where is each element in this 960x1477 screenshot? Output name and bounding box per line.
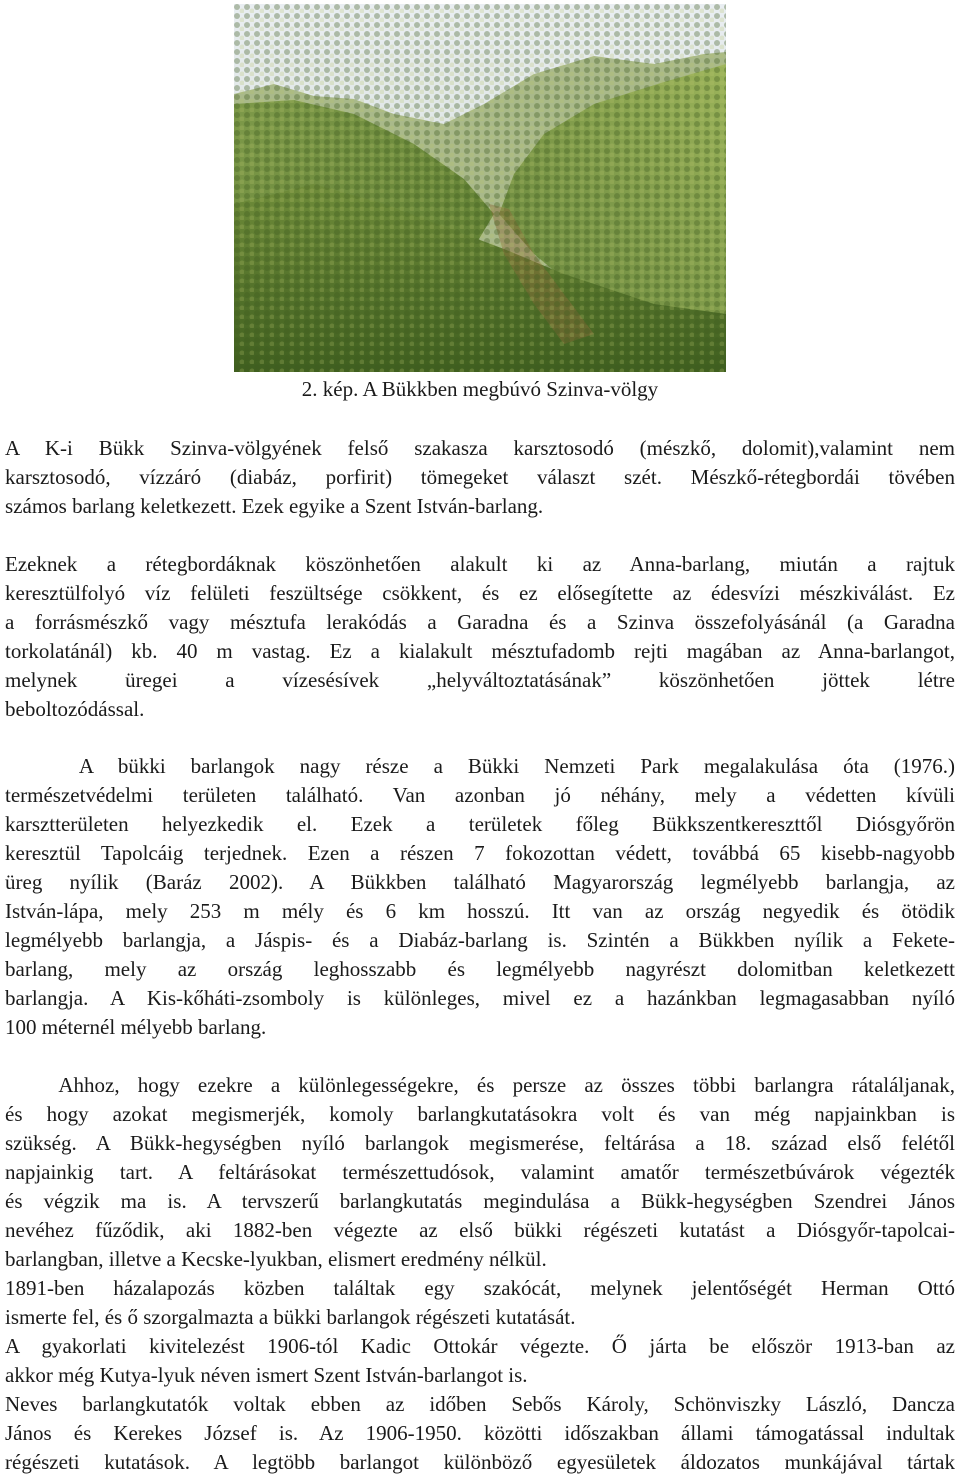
text-line: a forrásmészkő vagy mésztufa lerakódás a Garadna és a Szinva összefolyásánál (a Garadna [5, 610, 955, 634]
text-line: ismerte fel, és ő szorgalmazta a bükki barlangok régészeti kutatását. [5, 1305, 576, 1329]
text-line: A bükki barlangok nagy része a Bükki Nemzeti Park megalakulása óta (1976.) [5, 754, 955, 778]
text-line: régészeti kutatások. A legtöbb barlangot különböző egyesületek áldozatos munkájával tártak [5, 1450, 955, 1474]
text-line: természetvédelmi területen található. Van azonban jó néhány, mely a védetten kívüli [5, 783, 955, 807]
text-line: barlang, mely az ország leghosszabb és legmélyebb nagyrészt dolomitban keletkezett [5, 957, 955, 981]
text-line: barlangja. A Kis-kőháti-zsomboly is különleges, mivel ez a hazánkban legmagasabban nyíló [5, 986, 955, 1010]
paragraph-4 [5, 1071, 955, 1477]
text-line: torkolatánál) kb. 40 m vastag. Ez a kialakult mésztufadomb rejti magában az Anna-barlangot, [5, 639, 955, 663]
text-line: keresztül Tapolcáig terjednek. Ezen a részen 7 fokozottan védett, továbbá 65 kisebb-nagyobb [5, 841, 955, 865]
text-line: Neves barlangkutatók voltak ebben az időben Sebős Károly, Schönviszky László, Dancza [5, 1392, 955, 1416]
text-line: akkor még Kutya-lyuk néven ismert Szent István-barlangot is. [5, 1363, 528, 1387]
text-line: és hogy azokat megismerjék, komoly barlangkutatásokra volt és van még napjainkban is [5, 1102, 955, 1126]
text-line: nevéhez fűződik, aki 1882-ben végezte az első bükki régészeti kutatást a Diósgyőr-tapolcai- [5, 1218, 955, 1242]
text-line: János és Kerekes József is. Az 1906-1950. közötti időszakban állami támogatással indultak [5, 1421, 955, 1445]
text-line: melynek üregei a vízesésívek „helyváltoztatásának” köszönhetően jöttek létre [5, 668, 955, 692]
text-line: legmélyebb barlangja, a Jáspis- és a Diabáz-barlang is. Szintén a Bükkben nyílik a Fekete- [5, 928, 955, 952]
text-line: barlangban, illetve a Kecske-lyukban, elismert eredmény nélkül. [5, 1247, 547, 1271]
valley-photo [234, 4, 726, 372]
text-line: Ahhoz, hogy ezekre a különlegességekre, és persze az összes többi barlangra rátaláljanak, [5, 1073, 955, 1097]
text-line: üreg nyílik (Baráz 2002). A Bükkben található Magyarország legmélyebb barlangja, az [5, 870, 955, 894]
paragraph-3 [5, 752, 955, 1042]
text-line: beboltozódással. [5, 697, 145, 721]
text-line: A gyakorlati kivitelezést 1906-tól Kadic Ottokár végezte. Ő járta be először 1913-ban az [5, 1334, 955, 1358]
text-line: karsztosodó, vízzáró (diabáz, porfirit) tömegeket választ szét. Mészkő-rétegbordái tövében [5, 465, 955, 489]
text-line: keresztülfolyó víz felületi feszültsége csökkent, és ez elősegítette az édesvízi mészkiválást. Ez [5, 581, 955, 605]
text-line: 1891-ben házalapozás közben találtak egy szakócát, melynek jelentőségét Herman Ottó [5, 1276, 955, 1300]
text-line: és végzik ma is. A tervszerű barlangkutatás megindulása a Bükk-hegységben Szendrei János [5, 1189, 955, 1213]
paragraph-1 [5, 434, 955, 521]
figure-caption: 2. kép. A Bükkben megbúvó Szinva-völgy [301, 377, 659, 401]
text-line: számos barlang keletkezett. Ezek egyike a Szent István-barlang. [5, 494, 544, 518]
text-line: napjainkig tart. A feltárásokat természettudósok, valamint amatőr természetbúvárok végezték [5, 1160, 955, 1184]
text-line: István-lápa, mely 253 m mély és 6 km hosszú. Itt van az ország negyedik és ötödik [5, 899, 955, 923]
forest-valley-image [234, 4, 726, 372]
text-line: karsztterületen helyezkedik el. Ezek a területek főleg Bükkszentkereszttől Diósgyőrön [5, 812, 955, 836]
text-line: Ezeknek a rétegbordáknak köszönhetően alakult ki az Anna-barlang, miután a rajtuk [5, 552, 955, 576]
paragraph-2 [5, 550, 955, 724]
text-line: szükség. A Bükk-hegységben nyíló barlangok megismerése, feltárása a 18. század első felétől [5, 1131, 955, 1155]
text-line: 100 méternél mélyebb barlang. [5, 1015, 267, 1039]
text-line: A K-i Bükk Szinva-völgyének felső szakasza karsztosodó (mészkő, dolomit),valamint nem [5, 436, 955, 460]
